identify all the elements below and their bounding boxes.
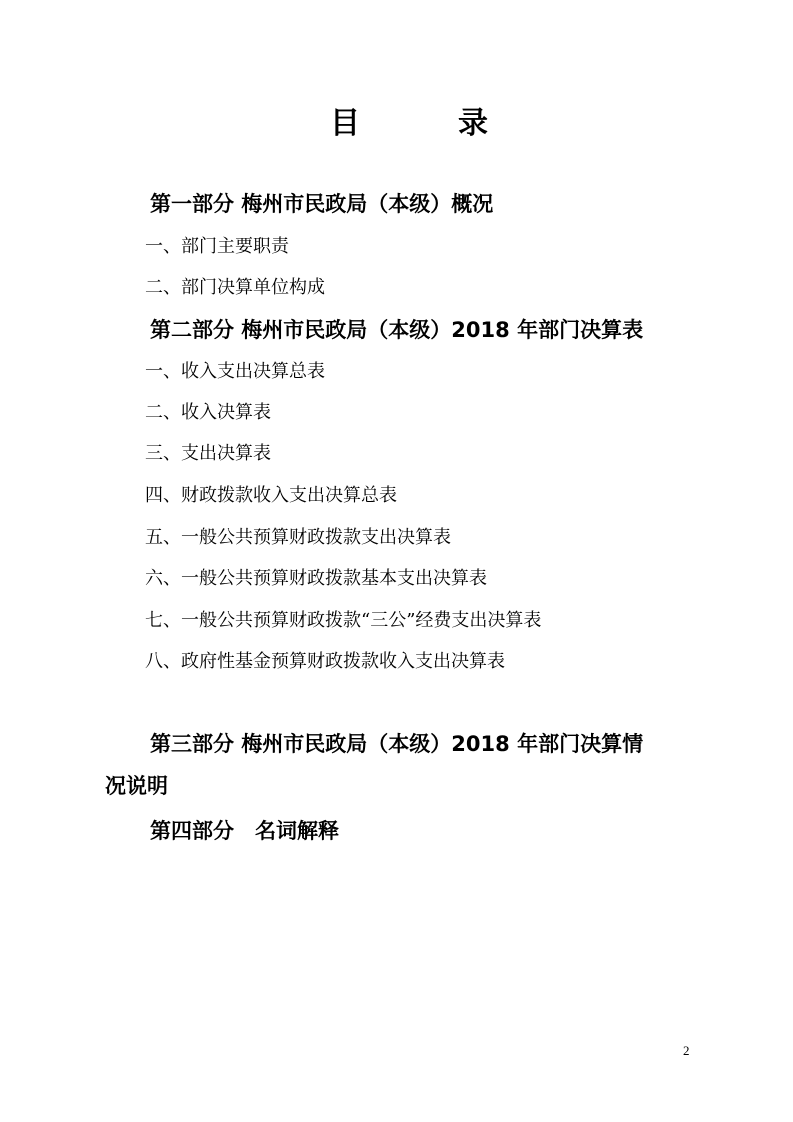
toc-part2-item: 四、财政拨款收入支出决算总表 — [145, 485, 397, 506]
toc-part2-item: 三、支出决算表 — [145, 443, 271, 464]
toc-part3-heading — [105, 723, 705, 807]
toc-part1-heading: 第一部分 梅州市民政局（本级）概况 — [150, 192, 494, 216]
toc-part4-heading: 第四部分 名词解释 — [150, 819, 339, 843]
toc-part1-item: 一、部门主要职责 — [145, 236, 289, 257]
page-title — [0, 98, 793, 141]
toc-part2-item: 五、一般公共预算财政拨款支出决算表 — [145, 527, 451, 548]
toc-part3-heading-line2: 况说明 — [105, 774, 168, 798]
toc-part2-item: 一、收入支出决算总表 — [145, 361, 325, 382]
toc-part2-item: 七、一般公共预算财政拨款“三公”经费支出决算表 — [145, 610, 542, 631]
toc-part1-item: 二、部门决算单位构成 — [145, 277, 325, 298]
toc-part2-item: 二、收入决算表 — [145, 402, 271, 423]
title-char-1: 目 — [330, 106, 360, 141]
toc-part2-item: 八、政府性基金预算财政拨款收入支出决算表 — [145, 651, 505, 672]
title-char-2: 录 — [458, 106, 488, 141]
page-number: 2 — [683, 1043, 690, 1058]
toc-part2-item: 六、一般公共预算财政拨款基本支出决算表 — [145, 568, 487, 589]
toc-part3-heading-line1: 第三部分 梅州市民政局（本级）2018 年部门决算情 — [150, 732, 644, 756]
toc-part2-heading: 第二部分 梅州市民政局（本级）2018 年部门决算表 — [150, 318, 644, 342]
